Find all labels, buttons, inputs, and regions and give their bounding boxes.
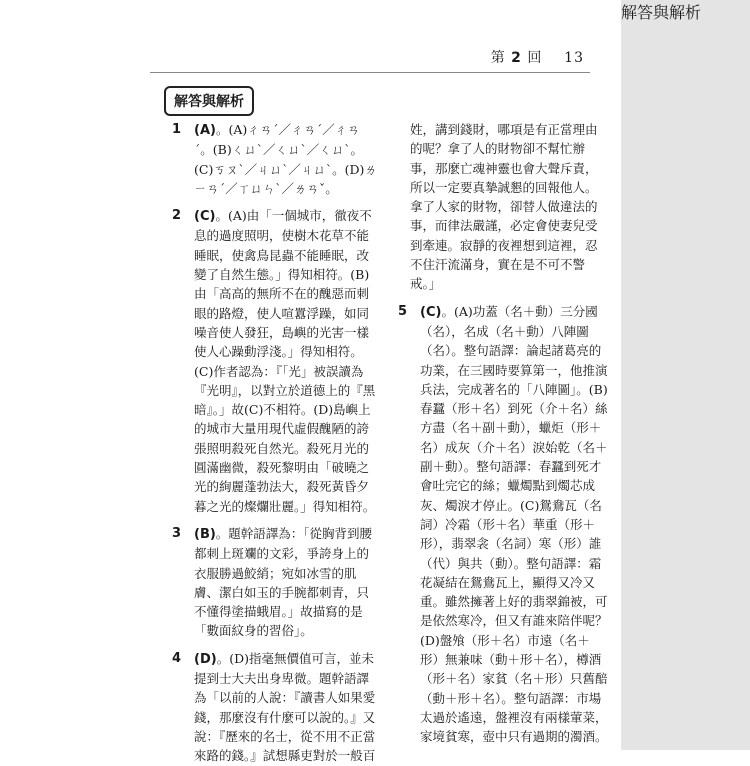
item-answer: (C): [420, 304, 442, 320]
item-number: 2: [172, 208, 182, 224]
answer-item-1: [172, 120, 377, 198]
item-explanation: 。(A)功蓋（名＋動）三分國（名），名成（名＋動）八陣圖（名）。整句語譯：論起諸葛亮的功業，在三國時要算第一，他推演兵法，完成著名的「八陣圖」。(B)春蠶（形＋名）到死（介＋名）絲方盡（名＋副＋動），蠟炬（形＋名）成灰（介＋名）淚始乾（名＋副＋動）。整句語譯：春蠶到死才會吐完它的絲；蠟燭點到燭芯成灰、燭淚才停止。(C)鴛鴦瓦（名詞）冷霜（形＋名）華重（形＋形），翡翠衾（名詞）寒（形）誰（代）與共（動）。整句語譯：霜花凝結在鴛鴦瓦上，顯得又冷又重。雖然擁著上好的翡翠錦被，可是依然寒冷，但又有誰來陪伴呢？(D)盤飧（形＋名）市遠（名＋形）無兼味（動＋形＋名），樽酒（形＋名）家貧（名＋形）只舊醅（動＋形＋名）。整句語譯：市場太過於遙遠，盤裡沒有兩樣葷菜，家境貧寒，壺中只有過期的濁酒。: [420, 303, 608, 745]
item-answer: (C): [194, 209, 216, 225]
section-title: 解答與解析: [164, 86, 254, 116]
item-explanation: 。(D)指毫無價值可言，並未提到士大夫出身卑微。題幹語譯為「以前的人說：『讀書人如果愛錢，那麼沒有什麼可以說的。』又說：『歷來的名士，從不用不正當來路的錢。』試想縣吏對於一般百: [194, 650, 376, 764]
item-number: 5: [398, 303, 408, 319]
chapter-number: 2: [511, 50, 522, 66]
answer-item-4: [172, 649, 377, 766]
item-4-continuation: 姓，講到錢財，哪項是有正當理由的呢？拿了人的財物卻不幫忙辦事，那麼亡魂神靈也會大聲斥責，所以一定要真摯誠懇的回報他人。拿了人家的財物，卻替人做違法的事，而律法嚴謹，必定會使妻兒受到牽連。寂靜的夜裡想到這裡，忍不住汗流滿身，實在是不可不警戒。」: [410, 122, 598, 292]
item-answer: (B): [194, 526, 216, 542]
answer-item-2: [172, 206, 377, 516]
answer-item-3: [172, 524, 377, 641]
side-tab: [621, 0, 750, 750]
answer-item-5: [398, 302, 608, 747]
item-answer: (A): [194, 123, 216, 138]
page-number-line: [491, 47, 584, 67]
item-explanation: 。(A)ㄔㄢˊ／ㄔㄢˊ／ㄔㄢˊ。(B)ㄑㄩˋ／ㄑㄩˋ／ㄑㄩˋ。(C)ㄎㄡˋ／ㄐㄩˋ／ㄐㄩˋ。(D)ㄌㄧㄢˊ／ㄒㄩㄣˋ／ㄌㄢˇ。: [194, 122, 377, 196]
item-number: 1: [172, 122, 182, 137]
item-explanation: 。題幹語譯為：「從胸背到腰都刺上斑斕的文彩，爭誇身上的衣服勝過鮫綃；宛如冰雪的肌膚、潔白如玉的手腕都刺青，只不懂得塗描蛾眉。」故描寫的是「數面紋身的習俗」。: [194, 525, 373, 639]
chapter-prefix: 第: [490, 50, 506, 66]
side-tab-label: 解答與解析: [621, 3, 702, 22]
right-column: [398, 120, 608, 747]
page-header: [150, 44, 590, 73]
left-column: [172, 120, 377, 766]
chapter-suffix: 回: [527, 50, 543, 66]
item-number: 3: [172, 525, 182, 541]
item-number: 4: [172, 650, 182, 666]
item-answer: (D): [194, 651, 217, 667]
page-number: 13: [564, 50, 584, 66]
item-explanation: 。(A)由「一個城市，徹夜不息的過度照明，使樹木花草不能睡眠，使禽鳥昆蟲不能睡眠，改變了自然生態。」得知相符。(B)由「高高的無所不在的醜惡而刺眼的路燈，使人喧囂浮躁，如同噪音使人發狂，島嶼的光害一樣使人心躁動浮淺。」得知相符。(C)作者認為：『「光」被誤讀為『光明』，以對立於道德上的『黑暗』。」故(C)不相符。(D)島嶼上的城市大量用現代虛假醜陋的誇張照明殺死自然光。殺死月光的圓滿幽微，殺死黎明由「破曉之光的絢麗蓬勃法大，殺死黃昏夕暮之光的燦爛壯麗。」得知相符。: [194, 208, 376, 514]
